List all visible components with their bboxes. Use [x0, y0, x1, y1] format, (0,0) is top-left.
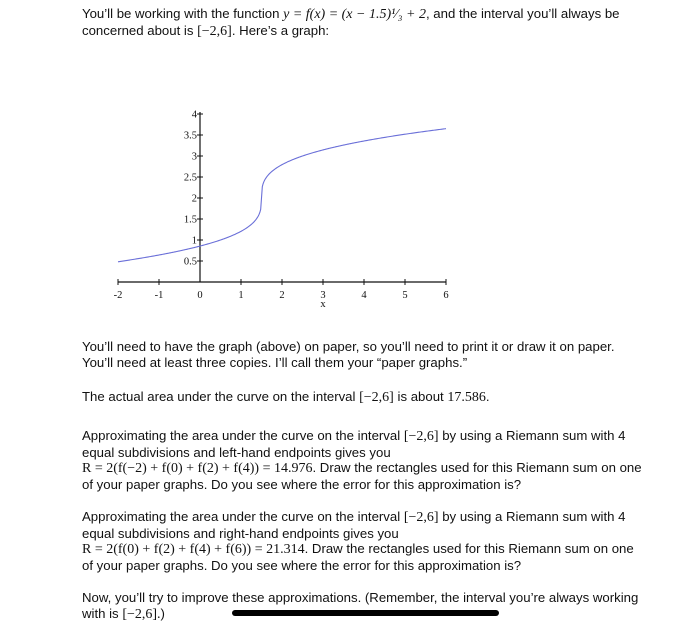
x-tick-label: 4: [361, 290, 367, 301]
left-riemann-paragraph: Approximating the area under the curve on the interval [−2,6] by using a Riemann sum with 4 equal subdivisions and left-hand endpoints gives you R = 2(f(−2) + f(0) + f(2) + f(4)) = 14.976. Draw the rectangles used for this Riemann sum on one of your paper graphs. Do you see where the error for this approximation is?: [82, 428, 642, 492]
x-tick-label: 2: [279, 290, 285, 301]
paper-graph-paragraph: You’ll need to have the graph (above) on paper, so you’ll need to print it or draw it on paper. You’ll need at least three copies. I’ll call them your “paper graphs.”: [82, 339, 615, 370]
x-tick-label: 0: [197, 290, 203, 301]
function-curve: [118, 129, 446, 262]
interval: [−2,6]: [197, 23, 232, 39]
right-riemann-paragraph: Approximating the area under the curve on the interval [−2,6] by using a Riemann sum with 4 equal subdivisions and right-hand endpoints gives you R = 2(f(0) + f(2) + f(4) + f(6)) = 21.314. Draw the rectangles used for this Riemann sum on one of your paper graphs. Do you see where the error for this approximation is?: [82, 509, 634, 573]
x-tick-label: 3: [320, 290, 326, 301]
x-tick-label: 1: [238, 290, 244, 301]
y-tick-label: 2.5: [183, 172, 197, 184]
y-tick-label: 1.5: [183, 214, 197, 226]
y-tick-label: 3.5: [183, 130, 197, 142]
y-tick-label: 1: [191, 235, 197, 247]
graph-axes: [118, 109, 446, 282]
y-tick-label: 4: [191, 109, 197, 121]
graph-ticks: [114, 110, 449, 311]
actual-area-paragraph: The actual area under the curve on the interval [−2,6] is about 17.586.: [82, 389, 490, 405]
y-tick-label: 0.5: [183, 256, 197, 268]
x-tick-label: -2: [113, 290, 123, 301]
x-axis-label: x: [320, 299, 326, 310]
improve-paragraph: Now, you’ll try to improve these approximations. (Remember, the interval you’re always working with is [−2,6].): [82, 590, 639, 622]
interval: [−2,6].: [122, 606, 161, 622]
right-riemann-formula: R = 2(f(0) + f(2) + f(4) + f(6)) = 21.314: [82, 542, 305, 557]
function-definition: y = f(x) = (x − 1.5)¹⁄₃ + 2: [283, 7, 426, 22]
redaction-bar: [232, 610, 499, 616]
x-tick-label: 5: [402, 290, 408, 301]
y-tick-label: 3: [191, 151, 197, 163]
x-tick-label: 6: [443, 290, 449, 301]
function-graph: [110, 62, 460, 317]
intro-paragraph: You’ll be working with the function y = f(x) = (x − 1.5)¹⁄₃ + 2, and the interval you’ll always be concerned about is [−2,6]. Here’s a graph:: [82, 6, 620, 39]
x-tick-label: -1: [154, 290, 164, 301]
actual-area-value: 17.586: [447, 390, 486, 405]
interval: [−2,6]: [359, 390, 394, 405]
y-tick-label: 2: [191, 193, 197, 205]
interval: [−2,6]: [403, 429, 439, 444]
interval: [−2,6]: [403, 510, 439, 525]
left-riemann-formula: R = 2(f(−2) + f(0) + f(2) + f(4)) = 14.976: [82, 461, 313, 476]
